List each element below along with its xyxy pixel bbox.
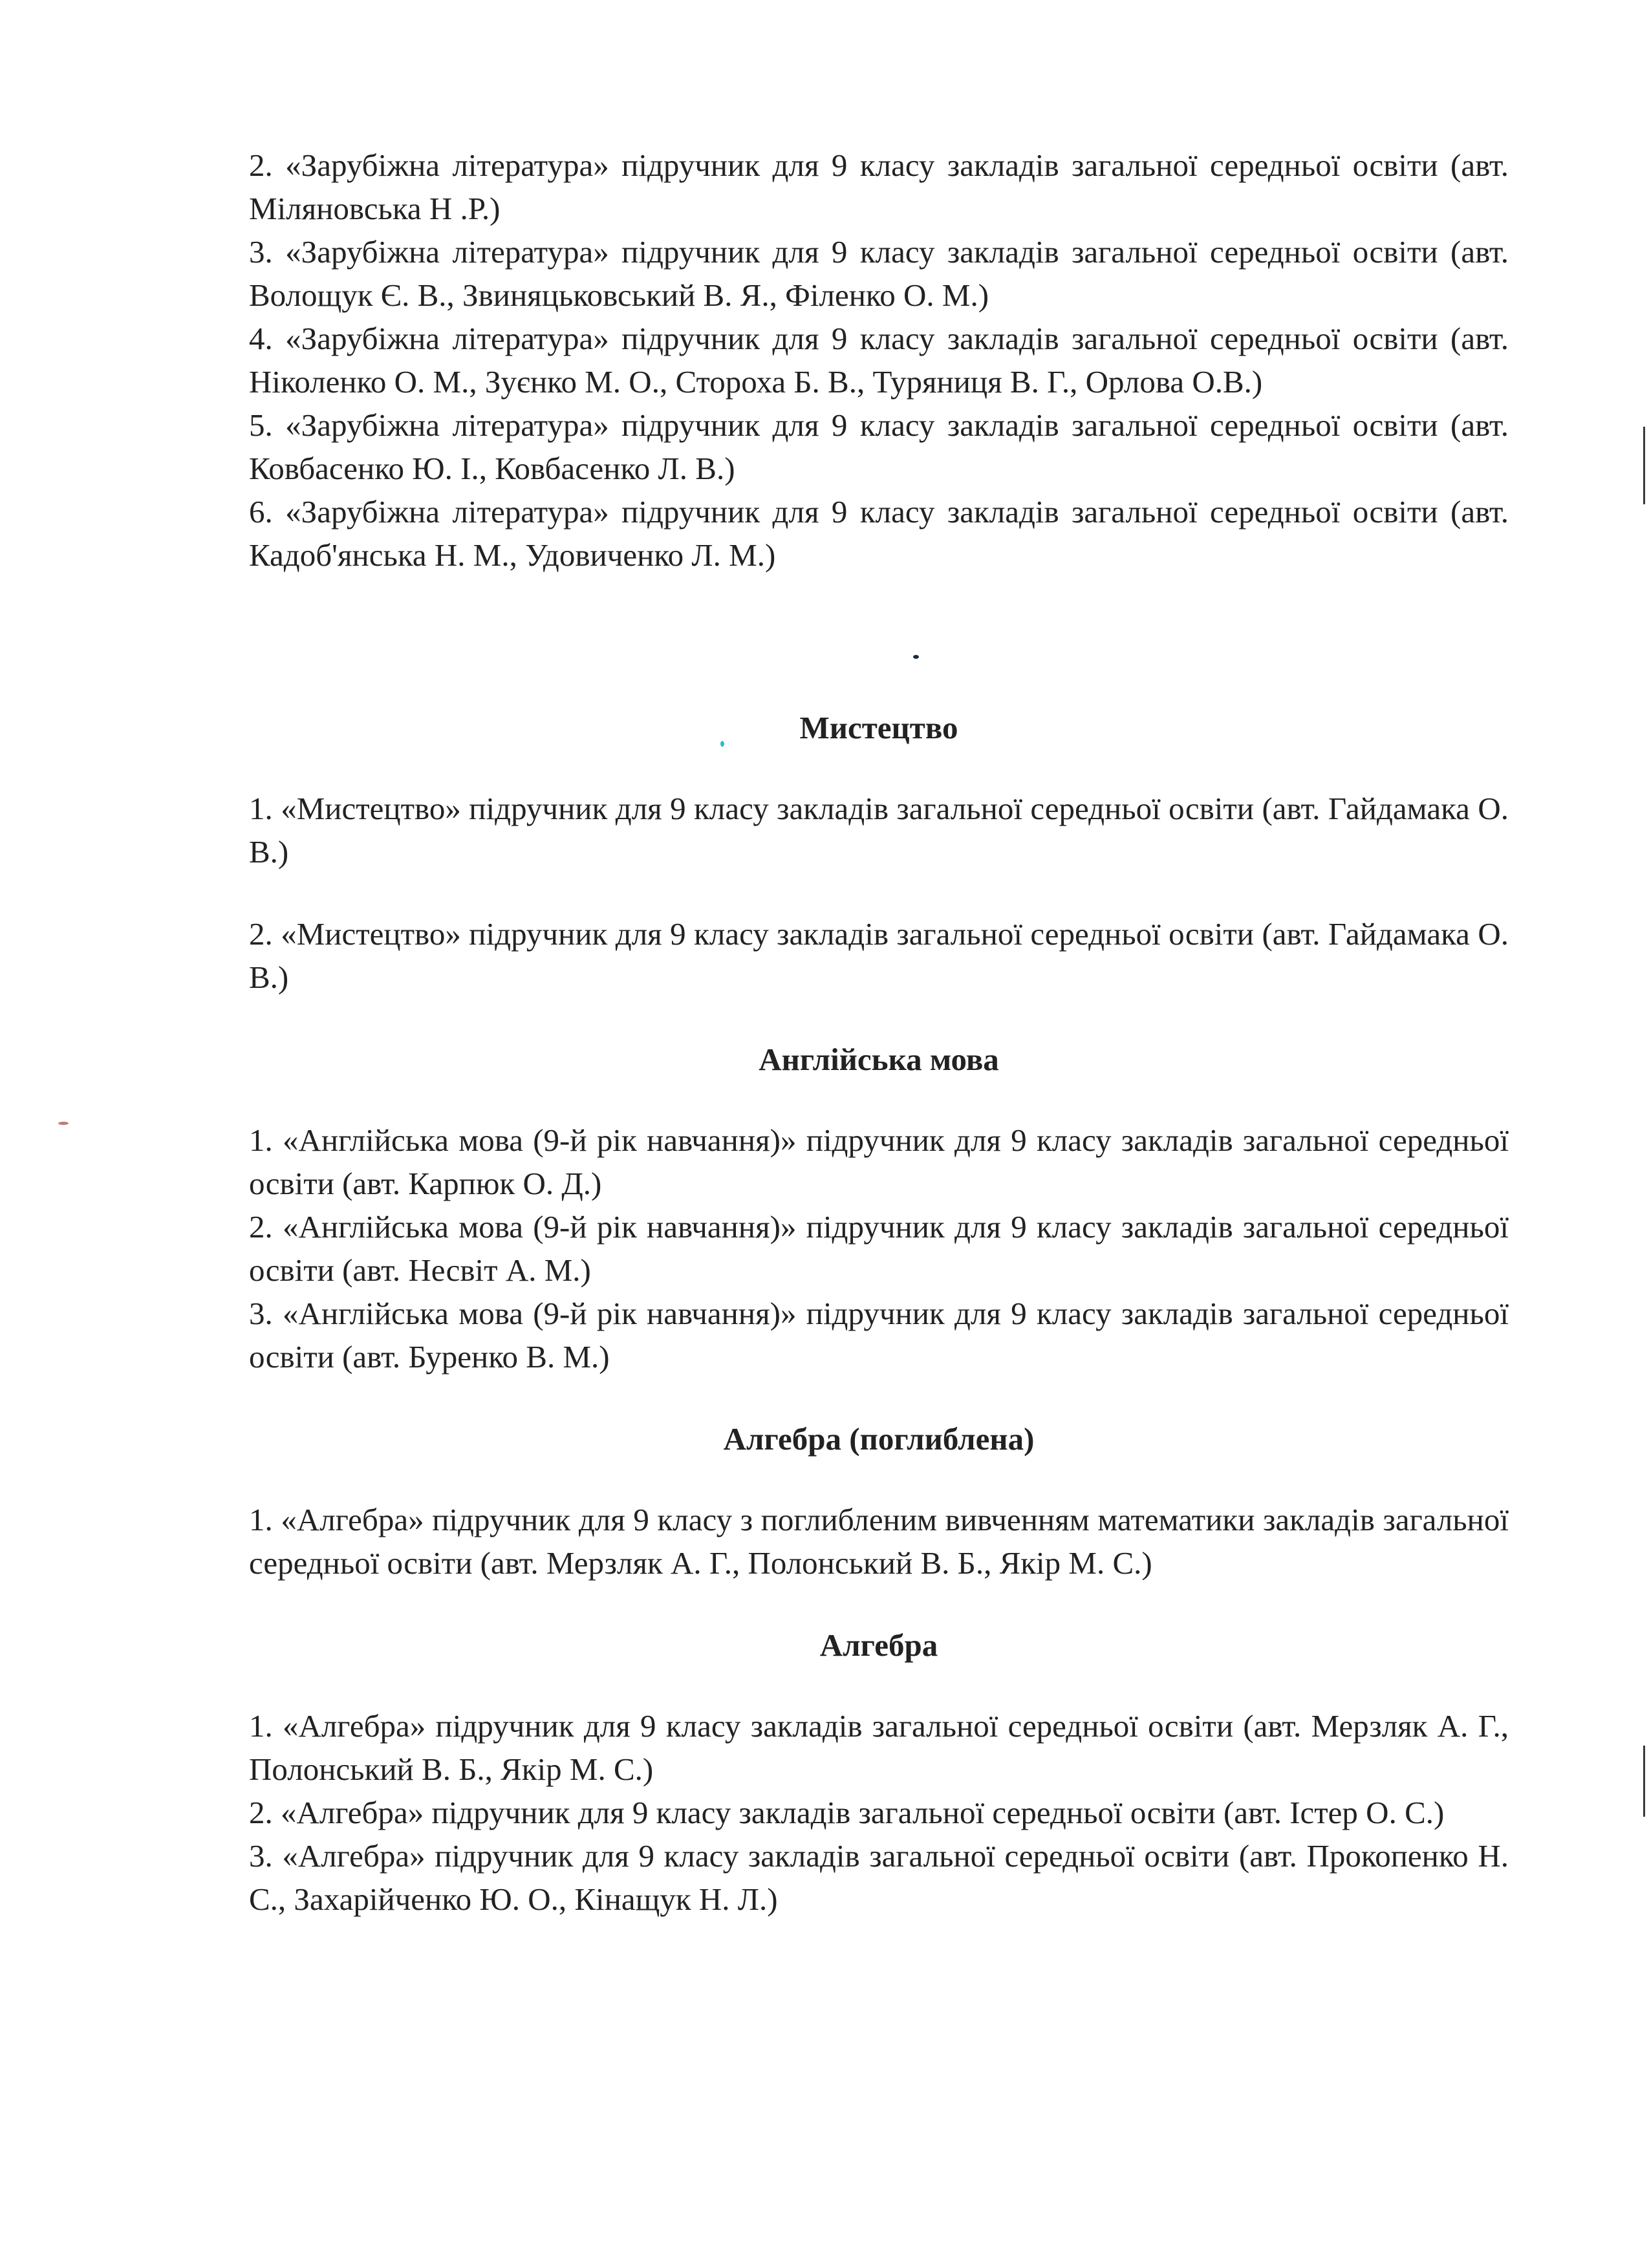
section-title-english: Англійська мова: [759, 1042, 999, 1077]
list-item: 1. «Алгебра» підручник для 9 класу закладів загальної середньої освіти (авт. Мерзляк А. Г., Полонський В. Б., Якір М. С.): [249, 1708, 1509, 1787]
list-item: 3. «Зарубіжна література» підручник для 9 класу закладів загальної середньої освіти (авт. Волощук Є. В., Звиняцьковський В. Я., Філенко О. М.): [249, 234, 1509, 313]
list-item: 1. «Англійська мова (9-й рік навчання)» підручник для 9 класу закладів загальної середньої освіти (авт. Карпюк О. Д.): [249, 1122, 1509, 1201]
section-title-algebra-advanced: Алгебра (поглиблена): [723, 1421, 1035, 1457]
section-title-algebra: Алгебра: [819, 1627, 938, 1663]
section-algebra-advanced: [249, 1417, 1509, 1585]
list-item: 1. «Мистецтво» підручник для 9 класу закладів загальної середньої освіти (авт. Гайдамака О. В.): [249, 791, 1509, 870]
list-item: 4. «Зарубіжна література» підручник для 9 класу закладів загальної середньої освіти (авт. Ніколенко О. М., Зуєнко М. О., Стороха Б. В., Туряниця В. Г., Орлова О.В.): [249, 321, 1509, 400]
list-item: 2. «Англійська мова (9-й рік навчання)» підручник для 9 класу закладів загальної середньої освіти (авт. Несвіт А. М.): [249, 1209, 1509, 1288]
list-item: 2. «Мистецтво» підручник для 9 класу закладів загальної середньої освіти (авт. Гайдамака О. В.): [249, 916, 1509, 995]
scan-dot: [58, 1122, 69, 1125]
list-item: 6. «Зарубіжна література» підручник для 9 класу закладів загальної середньої освіти (авт. Кадоб'янська Н. М., Удовиченко Л. М.): [249, 494, 1509, 573]
list-item: 2. «Зарубіжна література» підручник для 9 класу закладів загальної середньої освіти (авт. Міляновська Н .Р.): [249, 147, 1509, 226]
section-algebra: [249, 1623, 1509, 1921]
list-item: 2. «Алгебра» підручник для 9 класу закладів загальної середньої освіти (авт. Істер О. С.): [249, 1795, 1445, 1830]
section-foreign-literature: [249, 144, 1509, 577]
list-item: 5. «Зарубіжна література» підручник для 9 класу закладів загальної середньої освіти (авт. Ковбасенко Ю. І., Ковбасенко Л. В.): [249, 407, 1509, 486]
list-item: 3. «Алгебра» підручник для 9 класу закладів загальної середньої освіти (авт. Прокопенко Н. С., Захарійченко Ю. О., Кінащук Н. Л.): [249, 1838, 1509, 1917]
section-art: [249, 706, 1509, 999]
section-title-art: Мистецтво: [799, 710, 958, 745]
section-english: [249, 1038, 1509, 1378]
list-item: 3. «Англійська мова (9-й рік навчання)» підручник для 9 класу закладів загальної середньої освіти (авт. Буренко В. М.): [249, 1296, 1509, 1375]
list-item: 1. «Алгебра» підручник для 9 класу з поглибленим вивченням математики закладів загальної середньої освіти (авт. Мерзляк А. Г., Полонський В. Б., Якір М. С.): [249, 1502, 1509, 1581]
scan-edge-line: [1643, 1746, 1645, 1817]
document-body: [249, 144, 1509, 1921]
scan-edge-line: [1643, 427, 1645, 504]
